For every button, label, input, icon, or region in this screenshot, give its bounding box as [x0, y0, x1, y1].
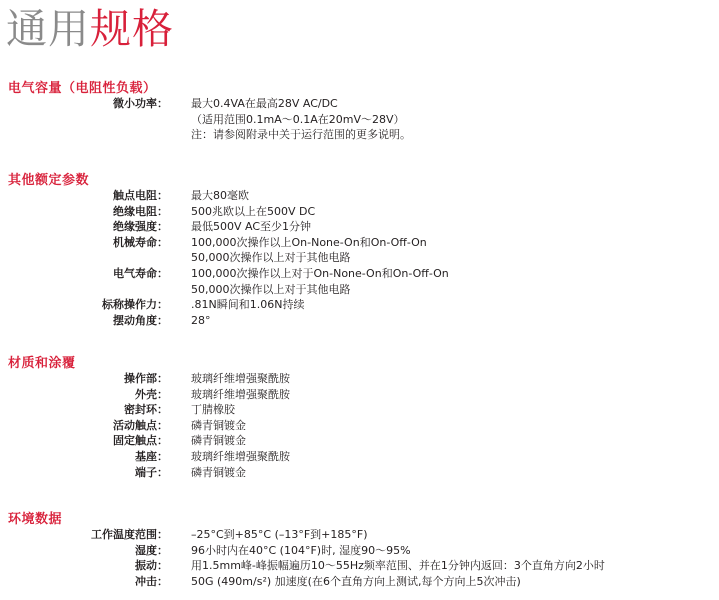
spec-row — [0, 112, 719, 128]
spec-row — [0, 418, 719, 434]
spec-value: .81N瞬间和1.06N持续 — [191, 298, 305, 312]
spec-row — [0, 96, 719, 112]
spec-value: –25°C到+85°C (–13°F到+185°F) — [191, 528, 368, 541]
spec-value: 100,000次操作以上对于On-None-On和On-Off-On — [191, 266, 449, 280]
spec-row — [0, 449, 719, 465]
spec-row — [0, 188, 719, 204]
spec-label: 冲击： — [135, 574, 168, 588]
spec-value: 最大80毫欧 — [191, 189, 249, 202]
spec-label: 标称操作力： — [102, 298, 168, 312]
spec-row — [0, 558, 719, 574]
spec-label: 微小功率： — [113, 97, 168, 110]
spec-row — [0, 371, 719, 387]
spec-value: 最大0.4VA在最高28V AC/DC — [191, 97, 338, 110]
spec-label: 外壳： — [135, 387, 168, 401]
spec-value: 最低500V AC至少1分钟 — [191, 220, 312, 234]
spec-row — [0, 527, 719, 543]
page-title-part1: 通用 — [6, 5, 90, 53]
spec-row — [0, 266, 719, 282]
spec-value: 磷青铜镀金 — [191, 418, 246, 432]
spec-value: 50,000次操作以上对于其他电路 — [191, 251, 351, 265]
spec-value: 100,000次操作以上On-None-On和On-Off-On — [191, 235, 427, 249]
section-heading: 其他额定参数 — [8, 173, 90, 188]
spec-row — [0, 127, 719, 143]
page-title-part2: 规格 — [90, 5, 174, 53]
section-heading: 环境数据 — [8, 512, 63, 527]
spec-label: 活动触点： — [113, 418, 168, 432]
spec-label: 工作温度范围： — [91, 528, 168, 541]
spec-label: 机械寿命： — [113, 235, 168, 249]
spec-value: 玻璃纤维增强聚酰胺 — [191, 372, 290, 385]
spec-row — [0, 204, 719, 220]
spec-row — [0, 297, 719, 313]
spec-row — [0, 402, 719, 418]
spec-label: 触点电阻： — [113, 189, 168, 202]
spec-row — [0, 282, 719, 298]
spec-value: 注：请参阅附录中关于运行范围的更多说明。 — [191, 128, 411, 142]
spec-value: 用1.5mm峰-峰振幅遍历10～55Hz频率范围、并在1分钟内返回：3个直角方向2小时 — [191, 559, 605, 573]
spec-row — [0, 465, 719, 481]
page-title — [6, 4, 174, 54]
spec-label: 湿度： — [135, 543, 168, 557]
spec-value: 丁腈橡胶 — [191, 403, 235, 417]
spec-label: 绝缘电阻： — [113, 204, 168, 218]
spec-row — [0, 433, 719, 449]
section-heading: 材质和涂覆 — [8, 356, 76, 371]
spec-label: 电气寿命： — [113, 266, 168, 280]
spec-value: 50G (490m/s²) 加速度(在6个直角方向上测试,每个方向上5次冲击) — [191, 574, 521, 588]
spec-row — [0, 313, 719, 329]
spec-row — [0, 219, 719, 235]
spec-label: 密封环： — [124, 403, 168, 417]
spec-row — [0, 250, 719, 266]
spec-value: 500兆欧以上在500V DC — [191, 204, 316, 218]
spec-row — [0, 387, 719, 403]
spec-value: 磷青铜镀金 — [191, 465, 246, 479]
spec-label: 绝缘强度： — [113, 220, 168, 234]
spec-row — [0, 574, 719, 590]
spec-value: 50,000次操作以上对于其他电路 — [191, 282, 351, 296]
spec-value: 28° — [191, 313, 211, 327]
spec-label: 基座： — [135, 449, 168, 463]
spec-row — [0, 235, 719, 251]
spec-label: 端子： — [135, 465, 168, 479]
spec-value: 96小时内在40°C (104°F)时, 湿度90～95% — [191, 543, 411, 557]
spec-value: （适用范围0.1mA～0.1A在20mV～28V） — [191, 112, 405, 126]
spec-row — [0, 543, 719, 559]
spec-value: 玻璃纤维增强聚酰胺 — [191, 387, 290, 401]
section-heading: 电气容量（电阻性负载） — [8, 81, 157, 96]
spec-label: 摆动角度： — [113, 313, 168, 327]
spec-label: 振动： — [135, 559, 168, 573]
spec-label: 固定触点： — [113, 434, 168, 448]
spec-label: 操作部： — [124, 372, 168, 385]
spec-value: 磷青铜镀金 — [191, 434, 246, 448]
spec-value: 玻璃纤维增强聚酰胺 — [191, 449, 290, 463]
